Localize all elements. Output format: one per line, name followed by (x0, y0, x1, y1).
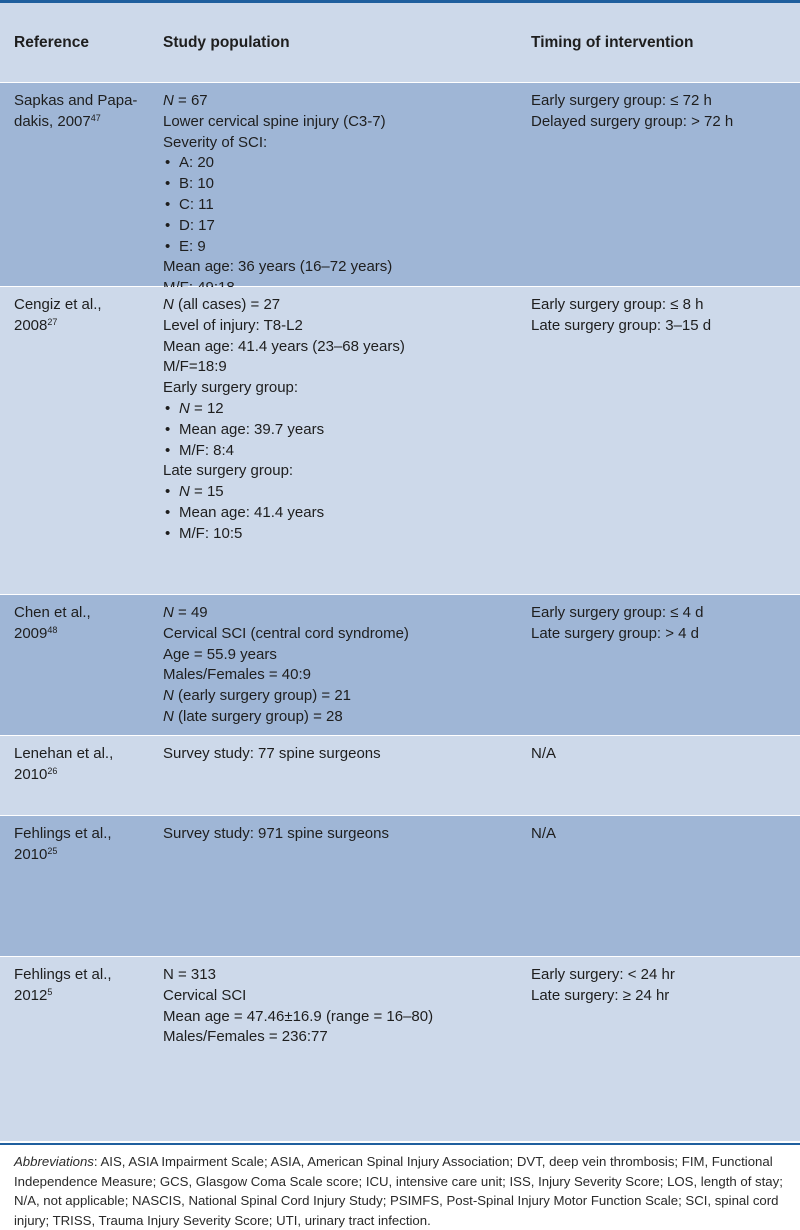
population-text: A: 20 (179, 154, 215, 172)
reference-citation: 26 (47, 765, 58, 776)
population-text: E: 9 (179, 237, 206, 255)
population-line (163, 665, 518, 686)
reference-author: Fehlings et al., (14, 825, 112, 842)
population-text: Age = 55.9 years (163, 645, 277, 663)
population-line (163, 461, 518, 482)
reference-year: 2010 (14, 765, 48, 783)
reference-cell (14, 824, 149, 866)
n-symbol: N (179, 483, 190, 501)
reference-cell (14, 965, 149, 1007)
population-line (163, 316, 518, 337)
reference-author: Cengiz et al., (14, 296, 102, 313)
population-line (163, 986, 518, 1007)
reference-year: 2009 (14, 624, 48, 642)
population-text: Males/Females = 236:77 (163, 1028, 328, 1046)
population-line (163, 824, 518, 845)
population-text: (all cases) = 27 (173, 296, 281, 313)
population-bullet (163, 420, 518, 441)
reference-year: 2010 (14, 845, 48, 863)
n-symbol: N (163, 296, 174, 313)
timing-cell (531, 91, 793, 133)
population-text: M/F=18:9 (163, 358, 227, 376)
table-header (0, 3, 800, 82)
population-line (163, 91, 518, 112)
reference-author: Sapkas and Papa- (14, 92, 138, 109)
header-reference: Reference (14, 34, 89, 51)
timing-line: Late surgery: ≥ 24 hr (531, 986, 670, 1004)
population-text: D: 17 (179, 216, 215, 234)
n-symbol: N (163, 707, 174, 725)
reference-citation: 5 (47, 986, 53, 997)
population-text: Mean age: 41.4 years (23–68 years) (163, 337, 405, 355)
timing-line: N/A (531, 825, 557, 842)
population-line (163, 645, 518, 666)
footnote-text: : AIS, ASIA Impairment Scale; ASIA, American Spinal Injury Association; DVT, deep vein thrombosis; FIM, Functional Independence Measure; GCS, Glasgow Coma Scale score; ICU, intensive care unit; ISS, Injury Severity Score; LOS, length of stay; N/A, not applicable; NASCIS, National Spinal Cord Injury Study; PSIMFS, Post-Spinal Injury Motor Function Scale; SCI, spinal cord injury; TRISS, Trauma Injury Severity Score; UTI, urinary tract infection. (14, 1154, 783, 1228)
timing-cell (531, 824, 793, 845)
population-text: Cervical SCI (central cord syndrome) (163, 624, 409, 642)
population-line (163, 133, 518, 154)
population-text: Males/Females = 40:9 (163, 666, 311, 684)
population-text: Mean age = 47.46±16.9 (range = 16–80) (163, 1007, 434, 1025)
population-text: Severity of SCI: (163, 133, 268, 151)
timing-cell (531, 603, 793, 645)
population-bullet (163, 216, 518, 237)
reference-citation: 47 (90, 112, 101, 123)
population-text: M/F: 10:5 (179, 524, 243, 542)
reference-year: dakis, 2007 (14, 112, 91, 130)
population-text: Mean age: 41.4 years (179, 503, 325, 521)
population-text: N = 313 (163, 966, 216, 983)
population-line (163, 257, 518, 278)
population-cell (163, 295, 518, 545)
population-text: M/F: 8:4 (179, 441, 235, 459)
reference-year: 2008 (14, 316, 48, 334)
table-row (0, 595, 800, 735)
table-row (0, 736, 800, 815)
population-text: (early surgery group) = 21 (173, 687, 352, 705)
study-table (0, 3, 800, 1141)
n-symbol: N (179, 399, 190, 417)
timing-line: Late surgery group: > 4 d (531, 624, 700, 642)
population-cell (163, 91, 518, 299)
reference-cell (14, 91, 149, 133)
population-bullet (163, 195, 518, 216)
population-text: Lower cervical spine injury (C3-7) (163, 112, 386, 130)
timing-line: Delayed surgery group: > 72 h (531, 112, 734, 130)
population-line (163, 744, 518, 765)
population-line (163, 357, 518, 378)
population-bullet (163, 174, 518, 195)
population-cell (163, 965, 518, 1048)
reference-cell (14, 744, 149, 786)
population-bullet (163, 524, 518, 545)
population-bullet (163, 441, 518, 462)
timing-line: N/A (531, 745, 557, 762)
population-line (163, 965, 518, 986)
reference-author: Fehlings et al., (14, 966, 112, 983)
population-line (163, 603, 518, 624)
population-text: Level of injury: T8-L2 (163, 316, 303, 334)
population-line (163, 378, 518, 399)
timing-cell (531, 295, 793, 337)
population-cell (163, 824, 518, 845)
population-line (163, 337, 518, 358)
header-population: Study population (163, 34, 290, 51)
population-text: Cervical SCI (163, 986, 247, 1004)
timing-cell (531, 744, 793, 765)
table-row (0, 816, 800, 956)
population-text: Late surgery group: (163, 462, 294, 480)
table-row (0, 83, 800, 286)
reference-author: Chen et al., (14, 604, 91, 621)
reference-author: Lenehan et al., (14, 745, 114, 762)
reference-year: 2012 (14, 986, 48, 1004)
reference-citation: 25 (47, 845, 58, 856)
reference-cell (14, 295, 149, 337)
table-row (0, 287, 800, 594)
reference-cell (14, 603, 149, 645)
bottom-rule (0, 1143, 800, 1145)
population-cell (163, 744, 518, 765)
population-cell (163, 603, 518, 728)
population-bullet (163, 482, 518, 503)
population-bullet (163, 503, 518, 524)
population-text: Mean age: 39.7 years (179, 420, 325, 438)
n-symbol: N (163, 92, 174, 109)
reference-citation: 48 (47, 624, 58, 635)
n-symbol: N (163, 687, 174, 705)
timing-line: Early surgery: < 24 hr (531, 966, 675, 983)
population-line (163, 707, 518, 728)
population-text: Mean age: 36 years (16–72 years) (163, 258, 393, 276)
population-line (163, 686, 518, 707)
timing-cell (531, 965, 793, 1007)
population-bullet (163, 399, 518, 420)
population-text: Survey study: 971 spine surgeons (163, 825, 389, 842)
timing-line: Early surgery group: ≤ 4 d (531, 604, 704, 621)
population-bullet (163, 237, 518, 258)
population-line (163, 1027, 518, 1048)
timing-line: Late surgery group: 3–15 d (531, 316, 712, 334)
header-timing: Timing of intervention (531, 34, 694, 51)
population-line (163, 112, 518, 133)
population-text: Survey study: 77 spine surgeons (163, 745, 381, 762)
population-text: = 49 (173, 604, 208, 621)
population-text: = 67 (173, 92, 208, 109)
population-text: = 15 (189, 483, 224, 501)
population-text: Early surgery group: (163, 379, 299, 397)
population-text: C: 11 (179, 195, 214, 213)
population-line (163, 295, 518, 316)
abbreviations-footnote (14, 1152, 794, 1230)
timing-line: Early surgery group: ≤ 72 h (531, 92, 712, 109)
population-line (163, 624, 518, 645)
table-row (0, 957, 800, 1141)
n-symbol: N (163, 604, 174, 621)
reference-citation: 27 (47, 316, 58, 327)
footnote-label: Abbreviations (14, 1154, 94, 1169)
population-line (163, 1007, 518, 1028)
population-bullet (163, 153, 518, 174)
population-text: = 12 (189, 399, 224, 417)
population-text: B: 10 (179, 175, 215, 193)
population-text: (late surgery group) = 28 (173, 707, 343, 725)
timing-line: Early surgery group: ≤ 8 h (531, 296, 704, 313)
